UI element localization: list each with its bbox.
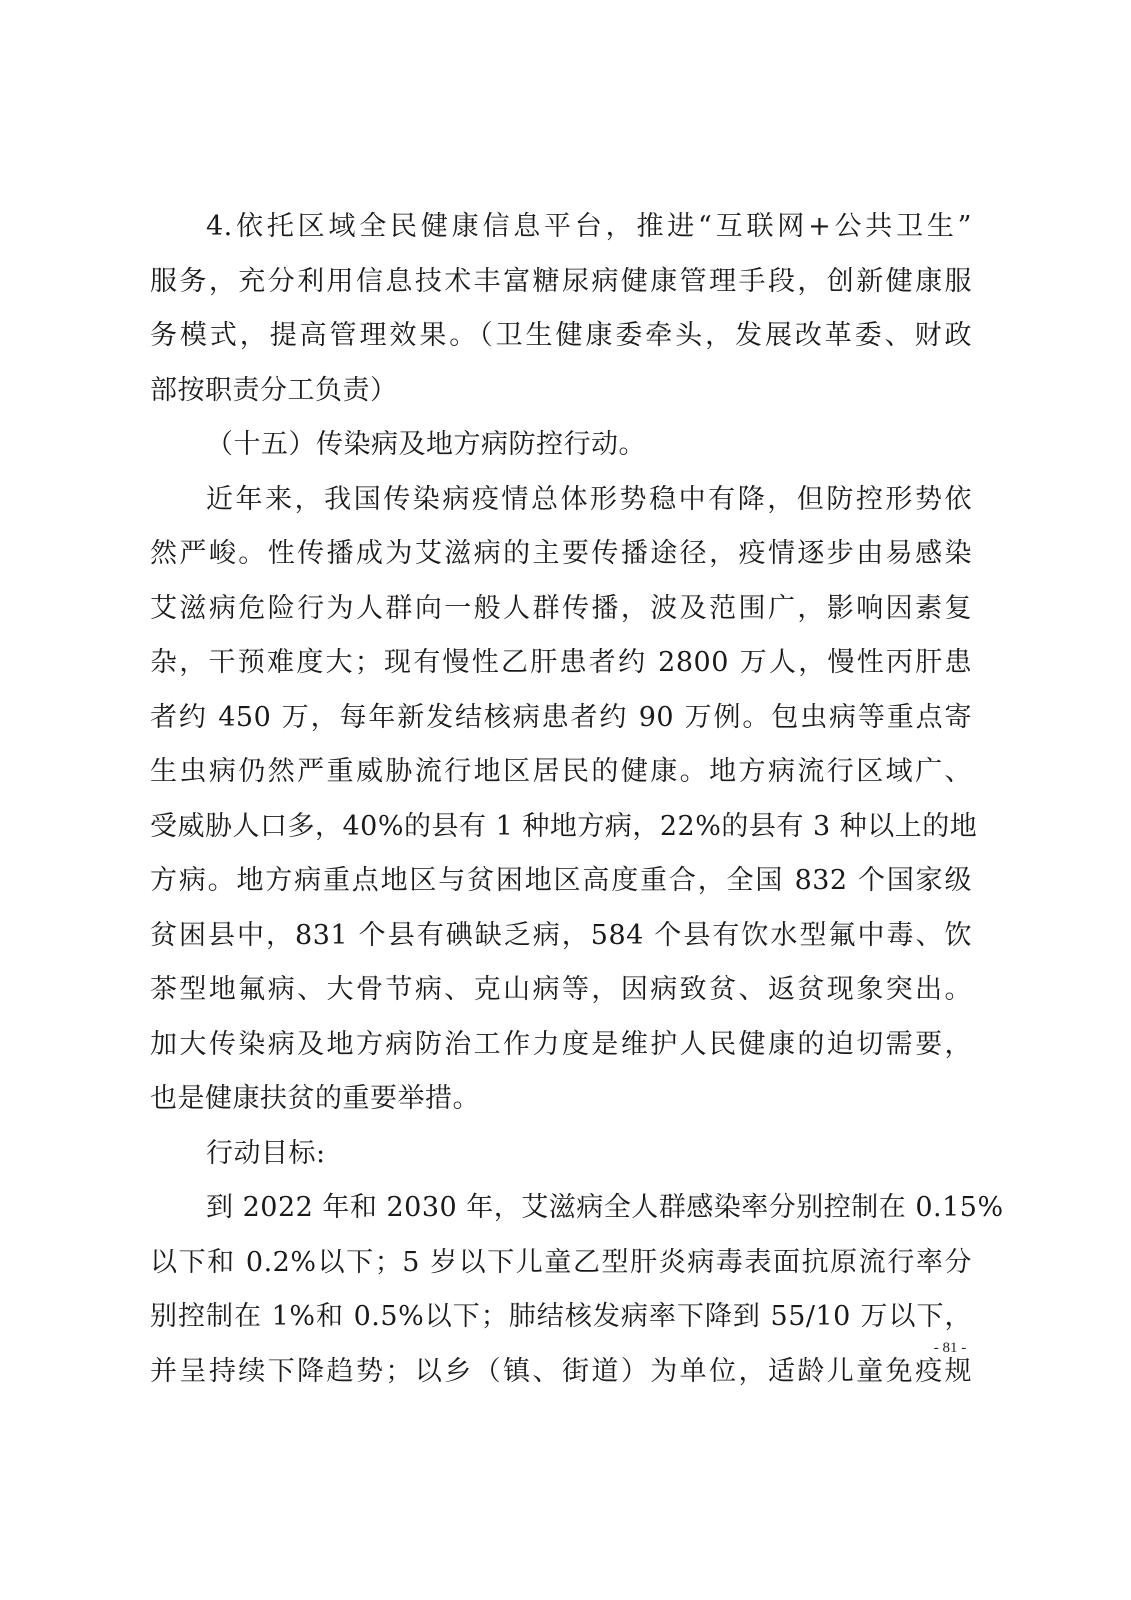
text-line: 以下和 0.2%以下；5 岁以下儿童乙型肝炎病毒表面抗原流行率分 (150, 1246, 972, 1278)
text-line: 并呈持续下降趋势；以乡（镇、街道）为单位，适龄儿童免疫规 (150, 1355, 972, 1387)
text-line: 生虫病仍然严重威胁流行地区居民的健康。地方病流行区域广、 (150, 756, 972, 787)
text-line: 行动目标: (206, 1137, 326, 1169)
text-line: 4.依托区域全民健康信息平台，推进“互联网+公共卫生” (206, 211, 972, 242)
text-line: 者约 450 万，每年新发结核病患者约 90 万例。包虫病等重点寄 (150, 701, 972, 733)
text-line: 贫困县中，831 个县有碘缺乏病，584 个县有饮水型氟中毒、饮 (150, 919, 972, 951)
text-line: 茶型地氟病、大骨节病、克山病等，因病致贫、返贫现象突出。 (150, 974, 972, 1005)
page-number: - 81 - (933, 1340, 967, 1356)
text-line: 部按职责分工负责） (150, 374, 398, 406)
text-line: 到 2022 年和 2030 年，艾滋病全人群感染率分别控制在 0.15% (206, 1192, 1004, 1223)
body-text (150, 200, 1004, 1399)
text-line: 也是健康扶贫的重要举措。 (150, 1083, 480, 1114)
text-line: 艾滋病危险行为人群向一般人群传播，波及范围广，影响因素复 (150, 592, 972, 624)
text-line: 近年来，我国传染病疫情总体形势稳中有降，但防控形势依 (206, 483, 972, 515)
text-line: （十五）传染病及地方病防控行动。 (206, 429, 646, 460)
text-line: 杂，干预难度大；现有慢性乙肝患者约 2800 万人，慢性丙肝患 (150, 647, 972, 678)
text-line: 别控制在 1%和 0.5%以下；肺结核发病率下降到 55/10 万以下， (150, 1301, 972, 1332)
text-line: 服务，充分利用信息技术丰富糖尿病健康管理手段，创新健康服 (150, 265, 972, 297)
text-line: 加大传染病及地方病防治工作力度是维护人民健康的迫切需要， (150, 1028, 972, 1060)
text-line: 方病。地方病重点地区与贫困地区高度重合，全国 832 个国家级 (150, 865, 972, 896)
text-line: 然严峻。性传播成为艾滋病的主要传播途径，疫情逐步由易感染 (150, 538, 972, 569)
text-line: 受威胁人口多，40%的县有 1 种地方病，22%的县有 3 种以上的地 (150, 810, 978, 842)
text-line: 务模式，提高管理效果。（卫生健康委牵头，发展改革委、财政 (150, 320, 972, 351)
